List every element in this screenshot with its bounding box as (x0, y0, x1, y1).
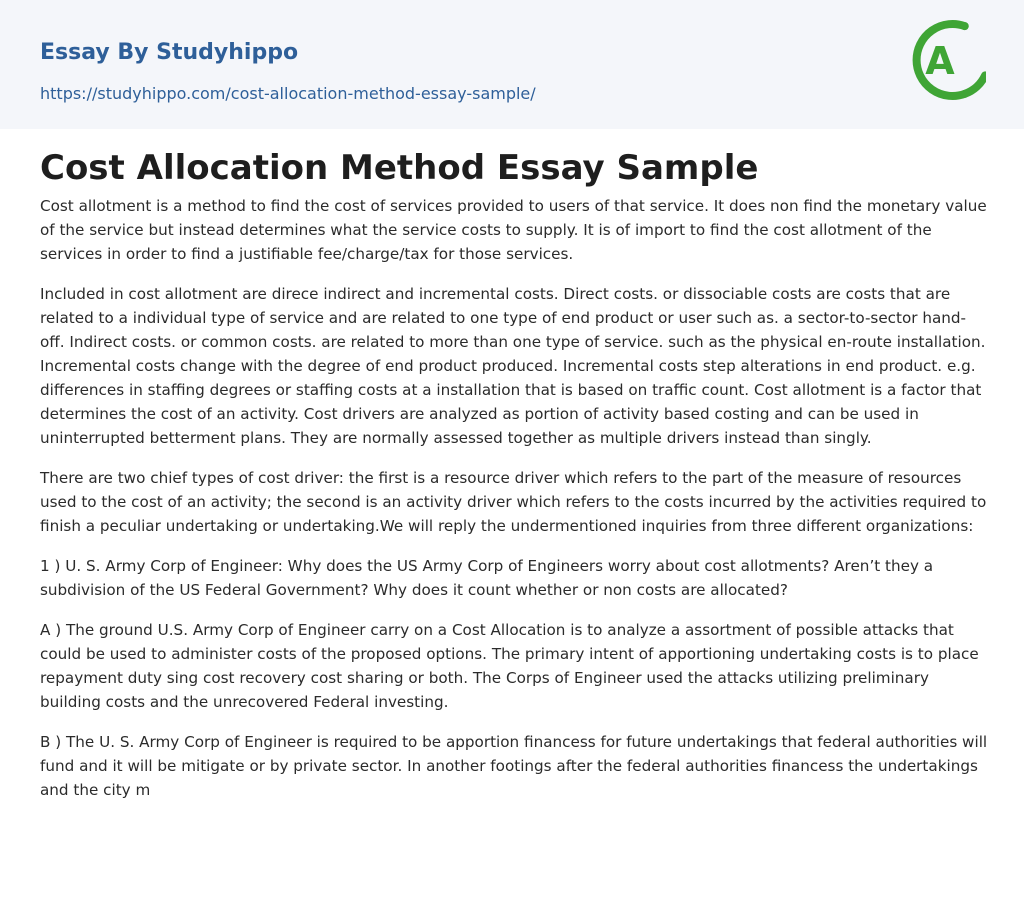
paragraph: B ) The U. S. Army Corp of Engineer is required to be apportion financess for future undertakings that federal authorities will fund and it will be mitigate or by private sector. In another footings after the federal authorities financess the undertakings and the city m (40, 733, 988, 799)
paragraph: Included in cost allotment are direce indirect and incremental costs. Direct costs. or dissociable costs are costs that are related to a individual type of service and are related to one type of end product or user such as. a sector-to-sector hand-off. Indirect costs. or common costs. are related to more than one type of service. such as the physical en-route installation. Incremental costs change with the degree of end product produced. Incremental costs step alterations in end product. e.g. differences in staffing degrees or staffing costs at a installation that is based on traffic count. Cost allotment is a factor that determines the cost of an activity. Cost drivers are analyzed as portion of activity based costing and can be used in uninterrupted betterment plans. They are normally assessed together as multiple drivers instead than singly. (40, 285, 986, 447)
paragraph: 1 ) U. S. Army Corp of Engineer: Why does the US Army Corp of Engineers worry about cost allotments? Aren’t they a subdivision of the US Federal Government? Why does it count whether or non costs are allocated? (40, 557, 934, 599)
site-brand[interactable]: Essay By Studyhippo (40, 40, 299, 65)
paragraph: A ) The ground U.S. Army Corp of Engineer carry on a Cost Allocation is to analyze a assortment of possible attacks that could be used to administer costs of the proposed options. The primary intent of apportioning undertaking costs is to place repayment duty sing cost recovery cost sharing or both. The Corps of Engineer used the attacks utilizing preliminary building costs and the unrecovered Federal investing. (40, 621, 979, 711)
page-title: Cost Allocation Method Essay Sample (40, 148, 759, 188)
article-url-link[interactable]: https://studyhippo.com/cost-allocation-method-essay-sample/ (40, 84, 536, 103)
site-header (0, 0, 1024, 129)
paragraph: Cost allotment is a method to find the cost of services provided to users of that service. It does non find the monetary value of the service but instead determines what the service costs to supply. It is of import to find the cost allotment of the services in order to find a justifiable fee/charge/tax for those services. (40, 197, 987, 263)
studyhippo-logo-icon[interactable] (912, 18, 986, 106)
paragraph: There are two chief types of cost driver: the first is a resource driver which refers to the part of the measure of resources used to the cost of an activity; the second is an activity driver which refers to the costs incurred by the activities required to finish a peculiar undertaking or undertaking.We will reply the undermentioned inquiries from three different organizations: (40, 469, 987, 535)
logo-letter: A (925, 39, 955, 83)
article-body (40, 194, 990, 818)
